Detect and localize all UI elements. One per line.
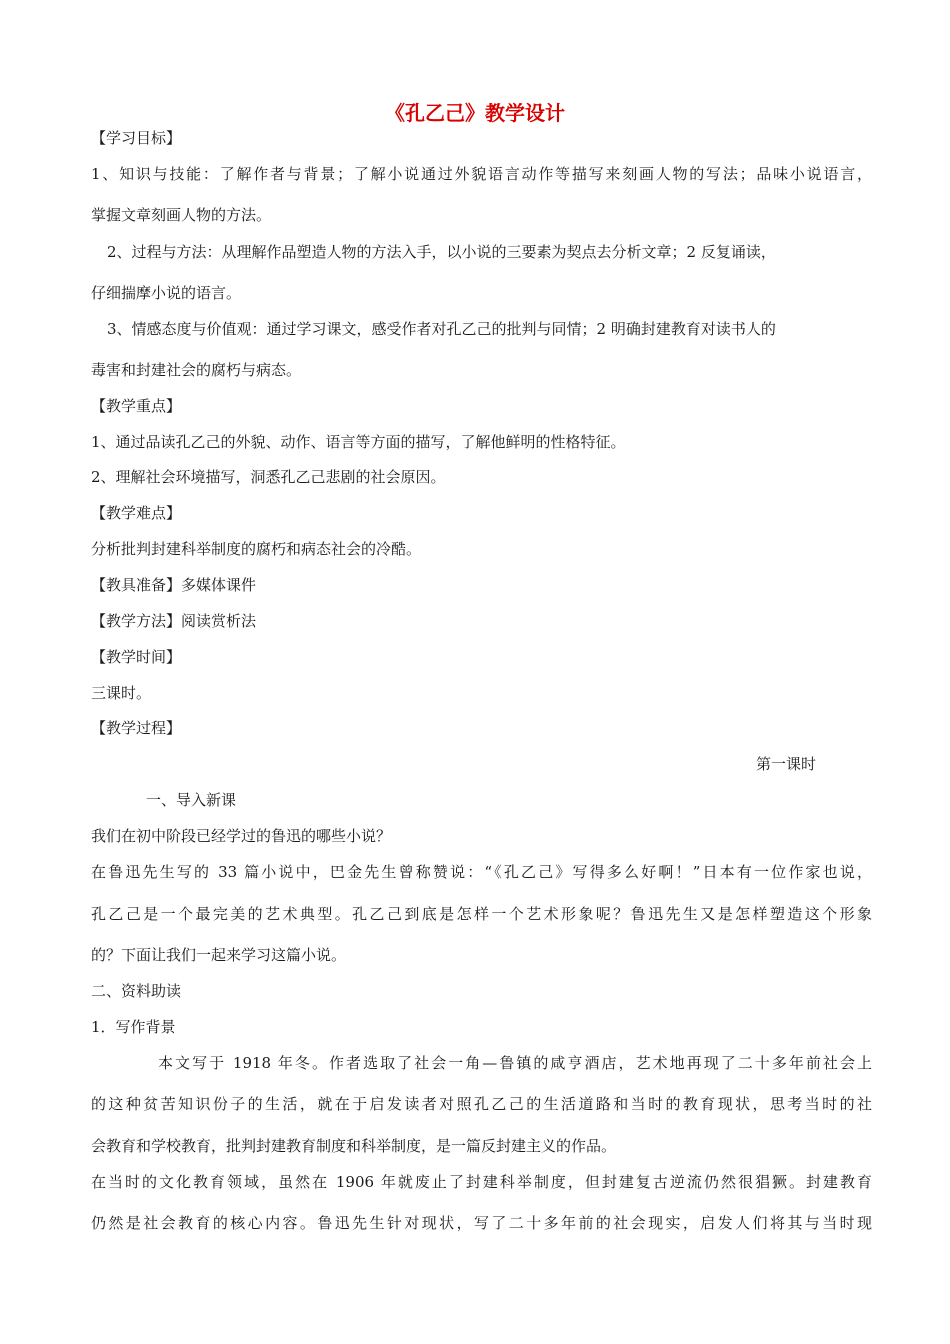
goal-1-line-1: 1、知识与技能：了解作者与背景；了解小说通过外貌语言动作等描写来刻画人物的写法；品味小说语言，: [91, 165, 872, 183]
background-paragraph-line-5: 仍然是社会教育的核心内容。鲁迅先生针对现状，写了二十多年前的社会现实，启发人们将其与当时现: [91, 1214, 872, 1232]
material-heading: 二、资料助读: [91, 982, 182, 1000]
teaching-tools: 【教具准备】多媒体课件: [91, 576, 257, 594]
background-heading: 1．写作背景: [91, 1018, 176, 1036]
key-point-2: 2、理解社会环境描写，洞悉孔乙己悲剧的社会原因。: [91, 468, 446, 486]
goal-1-line-2: 掌握文章刻画人物的方法。: [91, 206, 272, 224]
intro-paragraph-line-2: 孔乙己是一个最完美的艺术典型。孔乙己到底是怎样一个艺术形象呢？鲁迅先生又是怎样塑造这个形象: [91, 905, 872, 923]
difficult-point-1: 分析批判封建科举制度的腐朽和病态社会的冷酷。: [91, 540, 422, 558]
teaching-process-heading: 【教学过程】: [91, 719, 182, 737]
teaching-time-heading: 【教学时间】: [91, 648, 182, 666]
intro-question: 我们在初中阶段已经学过的鲁迅的哪些小说？: [91, 827, 392, 845]
background-paragraph-line-2: 的这种贫苦知识份子的生活，就在于启发读者对照孔乙己的生活道路和当时的教育现状，思考当时的社: [91, 1095, 872, 1113]
goal-2-line-2: 仔细揣摩小说的语言。: [91, 284, 242, 302]
intro-heading: 一、导入新课: [146, 791, 237, 809]
key-points-heading: 【教学重点】: [91, 397, 182, 415]
goals-heading: 【学习目标】: [91, 129, 182, 147]
key-point-1: 1、通过品读孔乙己的外貌、动作、语言等方面的描写，了解他鲜明的性格特征。: [91, 433, 626, 451]
teaching-method: 【教学方法】阅读赏析法: [91, 612, 257, 630]
intro-paragraph-line-1: 在鲁迅先生写的 33 篇小说中，巴金先生曾称赞说：“《孔乙己》写得多么好啊！”日本有一位作家也说，: [91, 863, 872, 881]
document-title: 《孔乙己》教学设计: [385, 101, 565, 125]
teaching-time: 三课时。: [91, 684, 152, 702]
background-paragraph-line-3: 会教育和学校教育，批判封建教育制度和科举制度，是一篇反封建主义的作品。: [91, 1137, 617, 1155]
difficult-points-heading: 【教学难点】: [91, 504, 182, 522]
intro-paragraph-line-3: 的？下面让我们一起来学习这篇小说。: [91, 946, 347, 964]
lesson-1-label: 第一课时: [756, 755, 817, 773]
goal-3-line-1: 3、情感态度与价值观：通过学习课文，感受作者对孔乙己的批判与同情；2 明确封建教育对读书人的: [107, 320, 776, 338]
goal-2-line-1: 2、过程与方法：从理解作品塑造人物的方法入手，以小说的三要素为契点去分析文章；2 反复诵读，: [107, 243, 776, 261]
background-paragraph-line-1: 本文写于 1918 年冬。作者选取了社会一角—鲁镇的咸亨酒店，艺术地再现了二十多年前社会上: [158, 1054, 872, 1072]
goal-3-line-2: 毒害和封建社会的腐朽与病态。: [91, 361, 302, 379]
background-paragraph-line-4: 在当时的文化教育领域，虽然在 1906 年就废止了封建科举制度，但封建复古逆流仍然很猖獗。封建教育: [91, 1173, 872, 1191]
